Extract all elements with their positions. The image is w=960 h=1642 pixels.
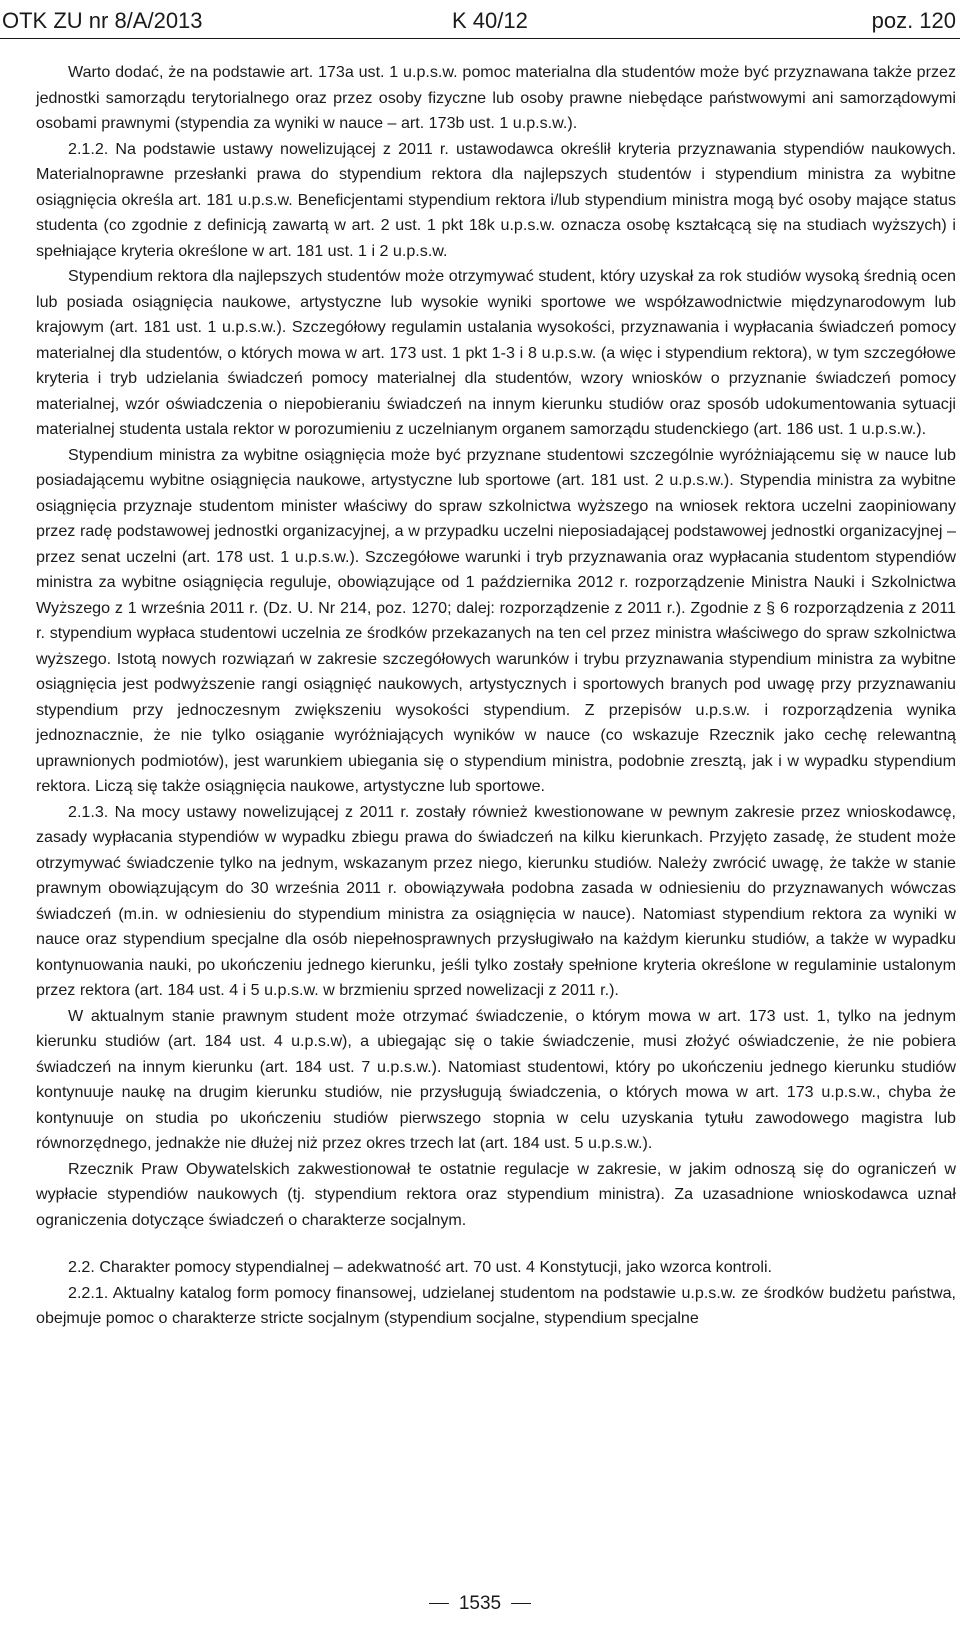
paragraph: 2.2.1. Aktualny katalog form pomocy finansowej, udzielanej studentom na podstawie u.p.s.w. ze środków budżetu państwa, obejmuje pomoc o charakterze stricte socjalnym (stypendium socjalne, stypendium specjalne xyxy=(36,1283,956,1327)
paragraph: 2.2. Charakter pomocy stypendialnej – adekwatność art. 70 ust. 4 Konstytucji, jako wzorca kontroli. xyxy=(68,1258,773,1276)
document-body xyxy=(36,60,956,1332)
position-number: poz. 120 xyxy=(871,8,956,33)
paragraph: Stypendium rektora dla najlepszych studentów może otrzymywać student, który uzyskał za rok studiów wysoką średnią ocen lub posiada osiągnięcia naukowe, artystyczne lub wysokie wyniki sportowe we współzawodnictwie międzynarodowym lub krajowym (art. 181 ust. 1 u.p.s.w.). Szczegółowy regulamin ustalania wysokości, przyznawania i wypłacania świadczeń pomocy materialnej dla studentów, o których mowa w art. 173 ust. 1 pkt 1-3 i 8 u.p.s.w. (a więc i stypendium rektora), w tym szczegółowe kryteria i tryb udzielania świadczeń pomocy materialnej dla studentów, wzory wniosków o przyznanie świadczeń pomocy materialnej, wzór oświadczenia o niepobieraniu świadczeń na innym kierunku studiów oraz sposób udokumentowania sytuacji materialnej studenta ustala rektor w porozumieniu z uczelnianym organem samorządu studenckiego (art. 186 ust. 1 u.p.s.w.). xyxy=(36,267,956,438)
case-number: K 40/12 xyxy=(452,8,528,33)
paragraph: 2.1.2. Na podstawie ustawy nowelizującej z 2011 r. ustawodawca określił kryteria przyznawania stypendiów naukowych. Materialnoprawne przesłanki prawa do stypendium rektora dla najlepszych studentów i stypendium ministra za wybitne osiągnięcia określa art. 181 u.p.s.w. Beneficjentami stypendium rektora i/lub stypendium ministra mogą być osoby mające status studenta (co zgodnie z definicją zawartą w art. 2 ust. 1 pkt 18k u.p.s.w. oznacza osobę kształcącą się na studiach wyższych) i spełniające kryteria określone w art. 181 ust. 1 i 2 u.p.s.w. xyxy=(36,139,956,260)
header-divider xyxy=(0,38,960,39)
page-header xyxy=(0,0,960,40)
paragraph: Rzecznik Praw Obywatelskich zakwestionował te ostatnie regulacje w zakresie, w jakim odnoszą się do ograniczeń w wypłacie stypendiów naukowych (tj. stypendium rektora oraz stypendium ministra). Za uzasadnione wnioskodawca uznał ograniczenia dotyczące świadczeń o charakterze socjalnym. xyxy=(36,1159,956,1229)
page-number: 1535 xyxy=(458,1593,502,1614)
paragraph: Stypendium ministra za wybitne osiągnięcia może być przyznane studentowi szczególnie wyróżniającemu się w nauce lub posiadającemu wybitne osiągnięcia naukowe, artystyczne lub sportowe (art. 181 ust. 2 u.p.s.w.). Stypendia ministra za wybitne osiągnięcia przyznaje studentom minister właściwy do spraw szkolnictwa wyższego na wniosek rektora uczelni zaopiniowany przez radę podstawowej jednostki organizacyjnej, a w przypadku uczelni nieposiadającej podstawowej jednostki organizacyjnej – przez senat uczelni (art. 178 ust. 1 u.p.s.w.). Szczegółowe warunki i tryb przyznawania oraz wypłacania studentom stypendiów ministra za wybitne osiągnięcia reguluje, obowiązujące od 1 października 2012 r. rozporządzenie Ministra Nauki i Szkolnictwa Wyższego z 1 września 2011 r. (Dz. U. Nr 214, poz. 1270; dalej: rozporządzenie z 2011 r.). Zgodnie z § 6 rozporządzenia z 2011 r. stypendium wypłaca studentowi uczelnia ze środków przekazanych na ten cel przez ministra właściwego do spraw szkolnictwa wyższego. Istotą nowych rozwiązań w zakresie szczegółowych warunków i trybu przyznawania stypendium ministra za wybitne osiągnięcia jest podwyższenie rangi osiągnięć naukowych, artystycznych i sportowych branych pod uwagę przy przyznawaniu stypendium przy jednoczesnym zwiększeniu wysokości stypendium. Z przepisów u.p.s.w. i rozporządzenia wynika jednoznacznie, że nie tylko osiąganie wyróżniających wyników w nauce (co wskazuje Rzecznik jako cechę relewantną uprawnionych podmiotów), jest warunkiem ubiegania się o stypendium ministra, podobnie zresztą, jak i w wypadku stypendium rektora. Liczą się także osiągnięcia naukowe, artystyczne lub sportowe. xyxy=(36,445,956,795)
paragraph: 2.1.3. Na mocy ustawy nowelizującej z 2011 r. zostały również kwestionowane w pewnym zakresie przez wnioskodawcę, zasady wypłacania stypendiów w wypadku zbiegu prawa do świadczeń na kilku kierunkach. Przyjęto zasadę, że student może otrzymywać świadczenie tylko na jednym, wskazanym przez niego, kierunku studiów. Należy zwrócić uwagę, że także w stanie prawnym obowiązującym do 30 września 2011 r. obowiązywała podobna zasada w odniesieniu do przyznawanych wówczas świadczeń (m.in. w odniesieniu do stypendium ministra za osiągnięcia w nauce). Natomiast stypendium rektora za wyniki w nauce oraz stypendium specjalne dla osób niepełnosprawnych przysługiwało na każdym kierunku studiów, a także w wypadku kontynuowania nauki, po ukończeniu jednego kierunku, jeśli tylko zostały spełnione kryteria określone w regulaminie ustalonym przez rektora (art. 184 ust. 4 i 5 u.p.s.w. w brzmieniu sprzed nowelizacji z 2011 r.). xyxy=(36,802,956,999)
section-gap xyxy=(36,1233,956,1255)
footer-dash-left xyxy=(429,1603,449,1604)
paragraph: Warto dodać, że na podstawie art. 173a ust. 1 u.p.s.w. pomoc materialna dla studentów może być przyznawana także przez jednostki samorządu terytorialnego oraz przez osoby fizyczne lub osoby prawne niebędące państwowymi ani samorządowymi osobami prawnymi (stypendia za wyniki w nauce – art. 173b ust. 1 u.p.s.w.). xyxy=(36,63,956,132)
paragraph: W aktualnym stanie prawnym student może otrzymać świadczenie, o którym mowa w art. 173 ust. 1, tylko na jednym kierunku studiów (art. 184 ust. 4 u.p.s.w), a ubiegając się o takie świadczenie, musi złożyć oświadczenie, że nie pobiera świadczeń na innym kierunku (art. 184 ust. 7 u.p.s.w.). Natomiast studentowi, który po ukończeniu jednego kierunku studiów kontynuuje naukę na drugim kierunku studiów, nie przysługują świadczenia, o których mowa w art. 173 u.p.s.w., chyba że kontynuuje on studia po ukończeniu studiów pierwszego stopnia w celu uzyskania tytułu zawodowego magistra lub równorzędnego, jednakże nie dłużej niż przez okres trzech lat (art. 184 ust. 5 u.p.s.w.). xyxy=(36,1006,956,1152)
footer-dash-right xyxy=(511,1603,531,1604)
journal-reference: OTK ZU nr 8/A/2013 xyxy=(2,8,203,33)
page-footer xyxy=(0,1592,960,1616)
